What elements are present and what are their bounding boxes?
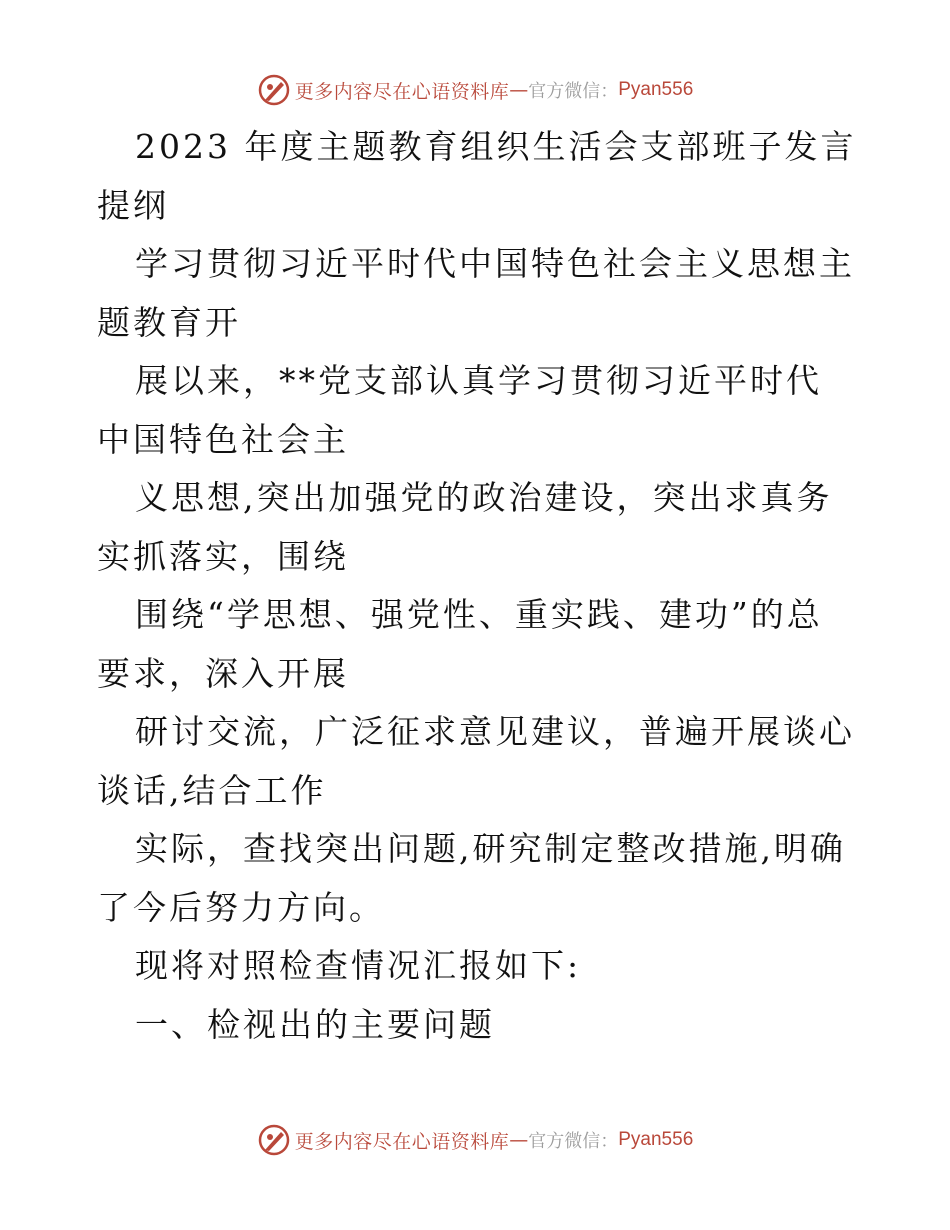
section-heading: 一、检视出的主要问题: [135, 1004, 495, 1044]
document-title: 2023 年度主题教育组织生活会支部班子发言提纲: [97, 127, 857, 225]
watermark-text: 更多内容尽在心语资料库: [294, 1130, 510, 1153]
watermark-wechat-id: Pyan556: [618, 1129, 694, 1150]
watermark-text: 更多内容尽在心语资料库: [294, 80, 510, 103]
watermark-wechat-label: 官方微信：: [528, 81, 619, 102]
paragraph: 实际，查找突出问题,研究制定整改措施,明确了今后努力方向。: [97, 829, 846, 927]
paragraph: 现将对照检查情况汇报如下:: [135, 946, 582, 985]
watermark-dash: —: [509, 1129, 529, 1151]
document-body: [97, 118, 857, 1054]
watermark-wechat-label: 官方微信：: [528, 1131, 619, 1152]
footer-watermark: [0, 1120, 950, 1160]
quill-logo-icon: [257, 1123, 291, 1157]
paragraph: 围绕“学思想、强党性、重实践、建功”的总要求，深入开展: [97, 595, 823, 693]
paragraph: 研讨交流，广泛征求意见建议，普遍开展谈心谈话,结合工作: [97, 712, 855, 810]
header-watermark: [0, 70, 950, 110]
watermark-wechat-id: Pyan556: [618, 79, 694, 100]
quill-logo-icon: [257, 73, 291, 107]
watermark-dash: —: [509, 79, 529, 101]
paragraph: 展以来，**党支部认真学习贯彻习近平时代中国特色社会主: [97, 361, 822, 459]
paragraph: 学习贯彻习近平时代中国特色社会主义思想主题教育开: [97, 244, 855, 342]
paragraph: 义思想,突出加强党的政治建设，突出求真务实抓落实，围绕: [97, 478, 833, 576]
